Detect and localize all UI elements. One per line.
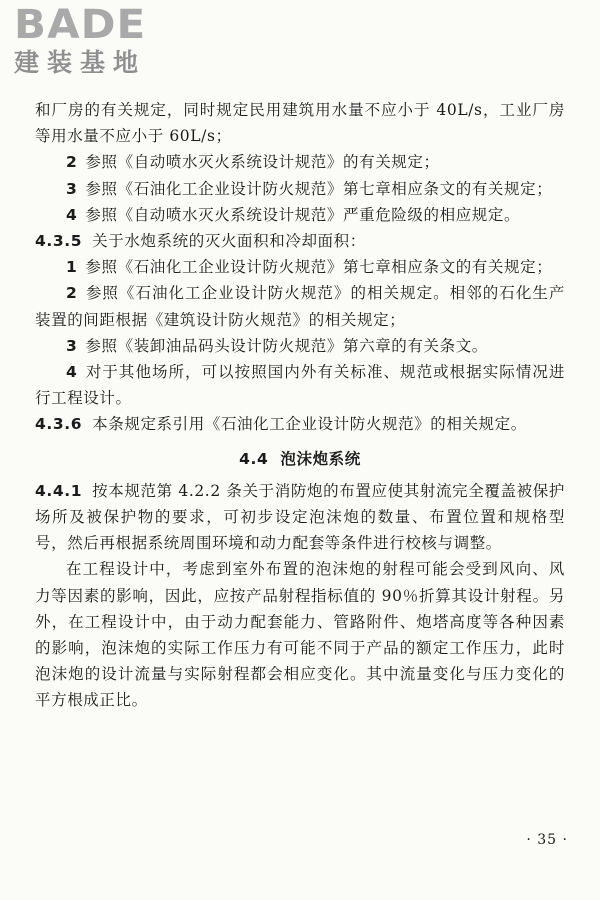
section-heading [35, 446, 565, 472]
clause-4-4-1: 4.4.1 按本规范第 4.2.2 条关于消防炮的布置应使其射流完全覆盖被保护场所及被保护物的要求，可初步设定泡沫炮的数量、布置位置和规格型号，然后再根据系统周围环境和动力配套等条件进行校核与调整。 [35, 481, 565, 553]
list-item: 3 参照《装卸油品码头设计防火规范》第六章的有关条文。 [66, 336, 488, 355]
list-item: 3 参照《石油化工企业设计防火规范》第七章相应条文的有关规定； [66, 179, 553, 198]
list-item: 4 对于其他场所，可以按照国内外有关标准、规范或根据实际情况进行工程设计。 [35, 363, 565, 408]
list-item: 4 参照《自动喷水灭火系统设计规范》严重危险级的相应规定。 [66, 205, 521, 224]
list-item: 2 参照《自动喷水灭火系统设计规范》的有关规定； [66, 153, 440, 172]
page-number: · 35 · [526, 832, 568, 848]
logo-subtitle: 建装基地 [14, 48, 147, 77]
logo-wordmark: BADE [14, 2, 147, 48]
section-title: 泡沫炮系统 [280, 449, 361, 468]
list-item: 2 参照《石油化工企业设计防火规范》的相关规定。相邻的石化生产装置的间距根据《建筑设计防火规范》的相关规定； [35, 284, 565, 329]
continued-text: 和厂房的有关规定，同时规定民用建筑用水量不应小于 40L/s，工业厂房等用水量不应小于 60L/s； [35, 101, 565, 146]
document-body [35, 97, 565, 714]
site-logo [14, 4, 184, 84]
clause-4-3-5: 4.3.5 关于水炮系统的灭火面积和冷却面积： [35, 232, 366, 251]
clause-4-3-6: 4.3.6 本条规定系引用《石油化工企业设计防火规范》的相关规定。 [35, 415, 527, 434]
body-paragraph: 在工程设计中，考虑到室外布置的泡沫炮的射程可能会受到风向、风力等因素的影响，因此，应按产品射程指标值的 90％折算其设计射程。另外，在工程设计中，由于动力配套能力、管路附件、炮塔高度等各种因素的影响，泡沫炮的实际工作压力有可能不同于产品的额定工作压力，此时泡沫炮的设计流量与实际射程都会相应变化。其中流量变化与压力变化的平方根成正比。 [35, 560, 565, 710]
section-number: 4.4 [239, 449, 269, 468]
list-item: 1 参照《石油化工企业设计防火规范》第七章相应条文的有关规定； [66, 258, 553, 277]
